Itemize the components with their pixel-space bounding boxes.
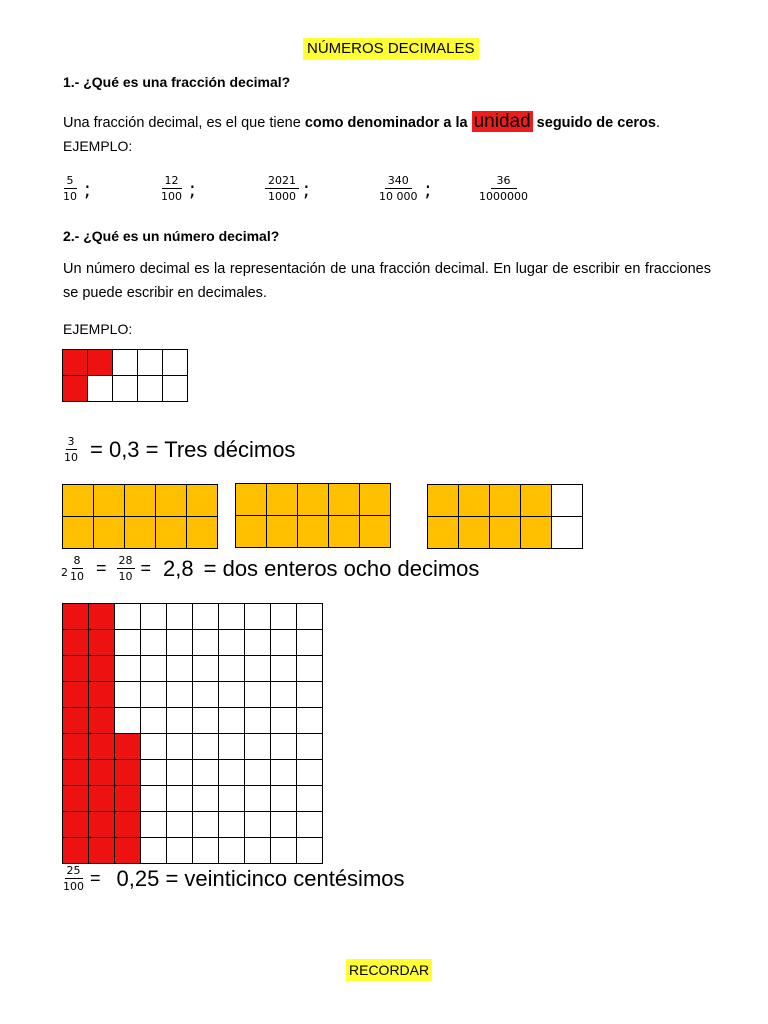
grid-cell (88, 376, 113, 402)
grid-cell (63, 376, 88, 402)
example3-text: 0,25 = veinticinco centésimos (116, 865, 405, 891)
grid-cell (219, 786, 245, 812)
fraction (62, 435, 80, 464)
grid-cell (245, 604, 271, 630)
fraction (158, 174, 185, 203)
fraction-numerator: 28 (118, 554, 133, 567)
grid-cell (167, 656, 193, 682)
grid-cell (89, 604, 115, 630)
grid-cell (459, 485, 490, 517)
grid-cell (115, 760, 141, 786)
section1-text-bold: como denominador a la (304, 115, 472, 131)
example1-text: = 0,3 = Tres décimos (90, 436, 296, 462)
grid-cell (271, 812, 297, 838)
grid-cell (297, 838, 323, 864)
fraction (376, 174, 421, 203)
grid-cell (219, 838, 245, 864)
grid-cell (167, 838, 193, 864)
grid-cell (245, 760, 271, 786)
fraction-numerator: 12 (162, 174, 182, 189)
grid-cell (141, 734, 167, 760)
grid-cell (63, 604, 89, 630)
page-title: NÚMEROS DECIMALES (303, 38, 479, 60)
grid-cell (521, 485, 552, 517)
grid-cell (298, 484, 329, 516)
grid-cell (141, 630, 167, 656)
unit-grid-3 (427, 484, 583, 549)
grid-cell (89, 760, 115, 786)
fraction-denominator: 100 (63, 880, 84, 893)
fraction-denominator: 10 (70, 570, 84, 583)
grid-cell (245, 812, 271, 838)
fraction-separator: ; (84, 176, 91, 201)
fraction-denominator: 1000 (268, 190, 296, 203)
grid-cell (63, 708, 89, 734)
example-label-2: EJEMPLO: (63, 321, 133, 337)
grid-cell (63, 682, 89, 708)
grid-cell (156, 485, 187, 517)
grid-cell (138, 350, 163, 376)
decimal-value: 2,8 (163, 555, 194, 581)
fraction-numerator: 5 (64, 174, 77, 189)
grid-cell (167, 708, 193, 734)
grid-cell (219, 812, 245, 838)
grid-cell (193, 812, 219, 838)
unit-grid-2 (235, 483, 391, 548)
fraction (61, 864, 86, 893)
grid-cell (89, 734, 115, 760)
grid-cell (167, 786, 193, 812)
grid-cell (297, 734, 323, 760)
grid-cell (552, 485, 583, 517)
fraction-denominator: 10 (118, 570, 133, 583)
grid-cell (141, 838, 167, 864)
grid-cell (141, 656, 167, 682)
section2-paragraph: Un número decimal es la representación de una fracción decimal. En lugar de escribir en fracciones se puede escribir en decimales. (63, 261, 711, 301)
grid-cell (63, 350, 88, 376)
example2-text: = dos enteros ocho decimos (203, 555, 480, 581)
grid-cell (125, 517, 156, 549)
example-label-1: EJEMPLO: (63, 138, 133, 154)
fraction-example (376, 174, 431, 203)
grid-cell (267, 516, 298, 548)
grid-cell (428, 517, 459, 549)
grid-cell (219, 734, 245, 760)
grid-cell (297, 708, 323, 734)
grid-cell (245, 708, 271, 734)
grid-cell (115, 630, 141, 656)
grid-cell (94, 517, 125, 549)
fraction (68, 554, 86, 583)
grid-cell (219, 760, 245, 786)
grid-cell (167, 604, 193, 630)
fraction-denominator: 1000000 (479, 190, 528, 203)
grid-cell (187, 517, 218, 549)
grid-cell (329, 484, 360, 516)
grid-cell (163, 350, 188, 376)
grid-cell (360, 516, 391, 548)
grid-cell (271, 630, 297, 656)
grid-cell (297, 682, 323, 708)
grid-cell (193, 604, 219, 630)
grid-cell (163, 376, 188, 402)
grid-cell (271, 734, 297, 760)
fraction-example (476, 174, 535, 203)
grid-cell (167, 682, 193, 708)
grid-cell (236, 484, 267, 516)
grid-cell (245, 630, 271, 656)
grid-cell (138, 376, 163, 402)
fraction-denominator: 10 000 (379, 190, 418, 203)
grid-cell (360, 484, 391, 516)
grid-cell (193, 786, 219, 812)
grid-cell (156, 517, 187, 549)
grid-cell (63, 656, 89, 682)
example1-equation (62, 435, 295, 464)
grid-cell (219, 604, 245, 630)
equals-sign: = (140, 558, 152, 578)
fraction-example (158, 174, 196, 203)
grid-cell (297, 604, 323, 630)
grid-cell (141, 682, 167, 708)
fraction (265, 174, 299, 203)
grid-cell (63, 485, 94, 517)
grid-cell (187, 485, 218, 517)
fraction-numerator: 36 (491, 174, 517, 189)
grid-cell (245, 682, 271, 708)
grid-cell (63, 786, 89, 812)
grid-cell (113, 376, 138, 402)
fraction (60, 174, 80, 203)
grid-cell (89, 656, 115, 682)
grid-cell (193, 734, 219, 760)
grid-cell (219, 630, 245, 656)
grid-cell (193, 708, 219, 734)
grid-cell (115, 838, 141, 864)
grid-cell (271, 708, 297, 734)
grid-cell (89, 682, 115, 708)
grid-cell (115, 812, 141, 838)
grid-cell (89, 838, 115, 864)
section1-heading: 1.- ¿Qué es una fracción decimal? (63, 74, 291, 90)
grid-cell (459, 517, 490, 549)
grid-cell (297, 812, 323, 838)
grid-cell (245, 734, 271, 760)
grid-cell (89, 630, 115, 656)
grid-cell (298, 516, 329, 548)
fraction-numerator: 25 (66, 864, 81, 877)
hundredths-grid (62, 603, 323, 864)
grid-cell (193, 838, 219, 864)
grid-cell (89, 812, 115, 838)
grid-cell (141, 786, 167, 812)
grid-cell (63, 812, 89, 838)
grid-cell (88, 350, 113, 376)
grid-cell (63, 838, 89, 864)
fraction-example (60, 174, 91, 203)
unit-grid-1 (62, 484, 218, 549)
section1-text-start: Una fracción decimal, es el que tiene (63, 115, 305, 131)
section1-text-bold-end: seguido de ceros (532, 115, 656, 131)
grid-cell (167, 812, 193, 838)
fraction-numerator: 2021 (265, 174, 299, 189)
example3-equation (61, 864, 405, 893)
grid-cell (115, 604, 141, 630)
grid-cell (141, 708, 167, 734)
recordar-label: RECORDAR (346, 959, 432, 981)
grid-cell (267, 484, 298, 516)
whole-number: 2 (61, 566, 68, 579)
grid-cell (428, 485, 459, 517)
unidad-highlight: unidad (473, 111, 531, 132)
section2-heading: 2.- ¿Qué es un número decimal? (63, 228, 280, 244)
grid-cell (167, 734, 193, 760)
equals-sign: = (96, 558, 107, 578)
fraction-example (265, 174, 310, 203)
section1-paragraph (63, 110, 723, 135)
grid-cell (552, 517, 583, 549)
grid-cell (63, 734, 89, 760)
grid-cell (115, 708, 141, 734)
grid-cell (193, 656, 219, 682)
grid-cell (113, 350, 138, 376)
fraction-separator: ; (189, 176, 196, 201)
example2-equation (61, 554, 479, 583)
fraction-denominator: 100 (161, 190, 182, 203)
grid-cell (89, 786, 115, 812)
grid-cell (193, 682, 219, 708)
grid-cell (219, 708, 245, 734)
grid-cell (219, 656, 245, 682)
grid-cell (236, 516, 267, 548)
grid-cell (115, 734, 141, 760)
fraction-denominator: 10 (63, 190, 77, 203)
section1-text-end: . (655, 115, 660, 131)
grid-cell (94, 485, 125, 517)
grid-cell (141, 604, 167, 630)
fraction (117, 554, 135, 583)
grid-cell (297, 630, 323, 656)
grid-cell (271, 838, 297, 864)
fraction-separator: ; (303, 176, 310, 201)
grid-cell (521, 517, 552, 549)
grid-cell (89, 708, 115, 734)
grid-cell (115, 786, 141, 812)
grid-cell (63, 517, 94, 549)
grid-cell (245, 786, 271, 812)
fraction-numerator: 340 (385, 174, 412, 189)
grid-cell (297, 656, 323, 682)
grid-cell (297, 786, 323, 812)
grid-cell (115, 682, 141, 708)
grid-cell (271, 604, 297, 630)
fraction-separator: ; (424, 176, 432, 201)
grid-cell (63, 760, 89, 786)
fraction-numerator: 3 (67, 435, 75, 448)
grid-cell (490, 517, 521, 549)
grid-cell (271, 682, 297, 708)
grid-cell (141, 812, 167, 838)
equals-sign: = (90, 868, 101, 888)
tenths-grid (62, 349, 188, 402)
grid-cell (245, 656, 271, 682)
grid-cell (271, 656, 297, 682)
grid-cell (219, 682, 245, 708)
fraction-denominator: 10 (64, 451, 78, 464)
grid-cell (193, 630, 219, 656)
grid-cell (115, 656, 141, 682)
fraction-numerator: 8 (73, 554, 81, 567)
grid-cell (167, 760, 193, 786)
grid-cell (167, 630, 193, 656)
grid-cell (490, 485, 521, 517)
grid-cell (125, 485, 156, 517)
grid-cell (141, 760, 167, 786)
grid-cell (63, 630, 89, 656)
grid-cell (245, 838, 271, 864)
fraction (476, 174, 531, 203)
grid-cell (193, 760, 219, 786)
grid-cell (297, 760, 323, 786)
grid-cell (271, 760, 297, 786)
grid-cell (329, 516, 360, 548)
grid-cell (271, 786, 297, 812)
